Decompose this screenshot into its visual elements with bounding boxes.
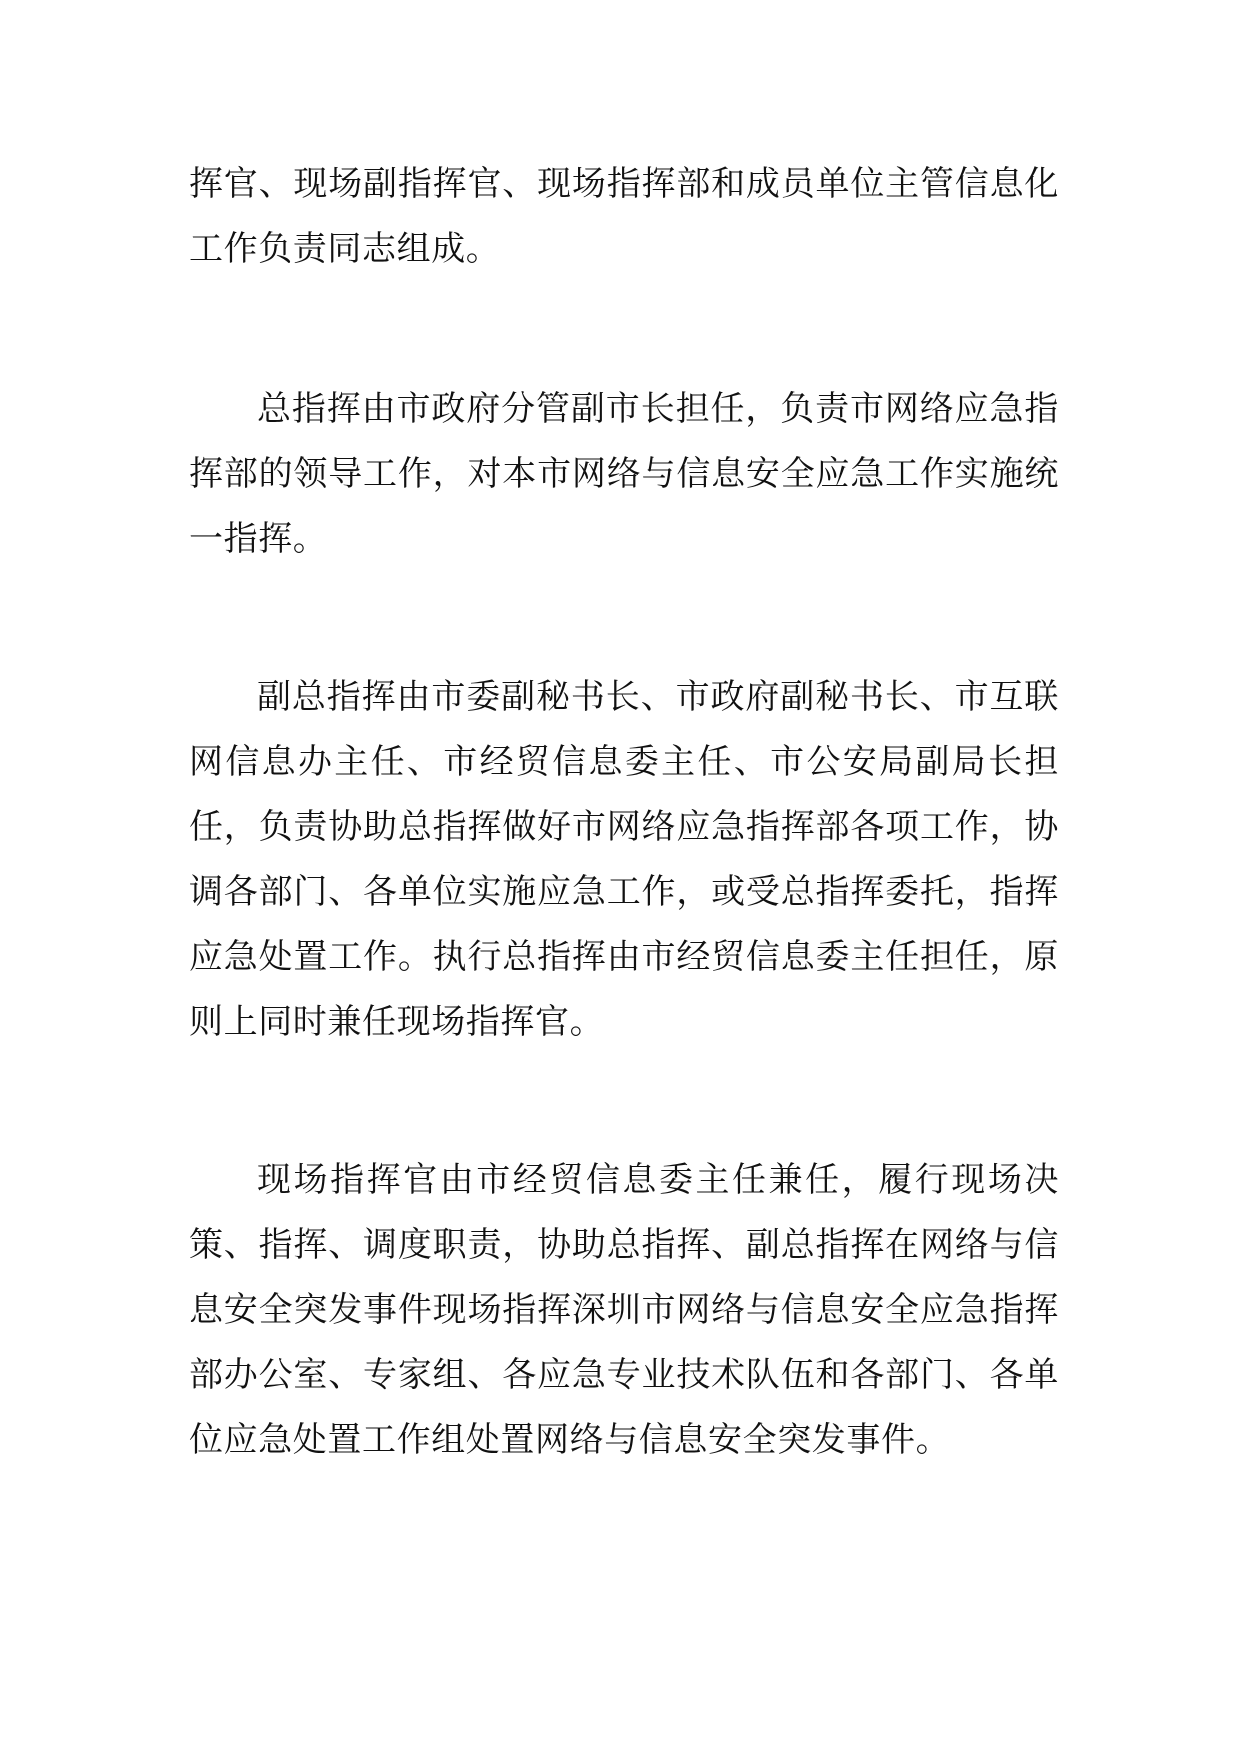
paragraph-chief-commander: 总指挥由市政府分管副市长担任，负责市网络应急指挥部的领导工作，对本市网络与信息安全应急工作实施统一指挥。	[189, 389, 1059, 559]
paragraph-onsite-commander: 现场指挥官由市经贸信息委主任兼任，履行现场决策、指挥、调度职责，协助总指挥、副总指挥在网络与信息安全突发事件现场指挥深圳市网络与信息安全应急指挥部办公室、专家组、各应急专业技术队伍和各部门、各单位应急处置工作组处置网络与信息安全突发事件。	[189, 1160, 1059, 1460]
paragraph-continuation: 挥官、现场副指挥官、现场指挥部和成员单位主管信息化工作负责同志组成。	[189, 164, 1059, 269]
paragraph-deputy-commander: 副总指挥由市委副秘书长、市政府副秘书长、市互联网信息办主任、市经贸信息委主任、市公安局副局长担任，负责协助总指挥做好市网络应急指挥部各项工作，协调各部门、各单位实施应急工作，或受总指挥委托，指挥应急处置工作。执行总指挥由市经贸信息委主任担任，原则上同时兼任现场指挥官。	[189, 677, 1059, 1042]
